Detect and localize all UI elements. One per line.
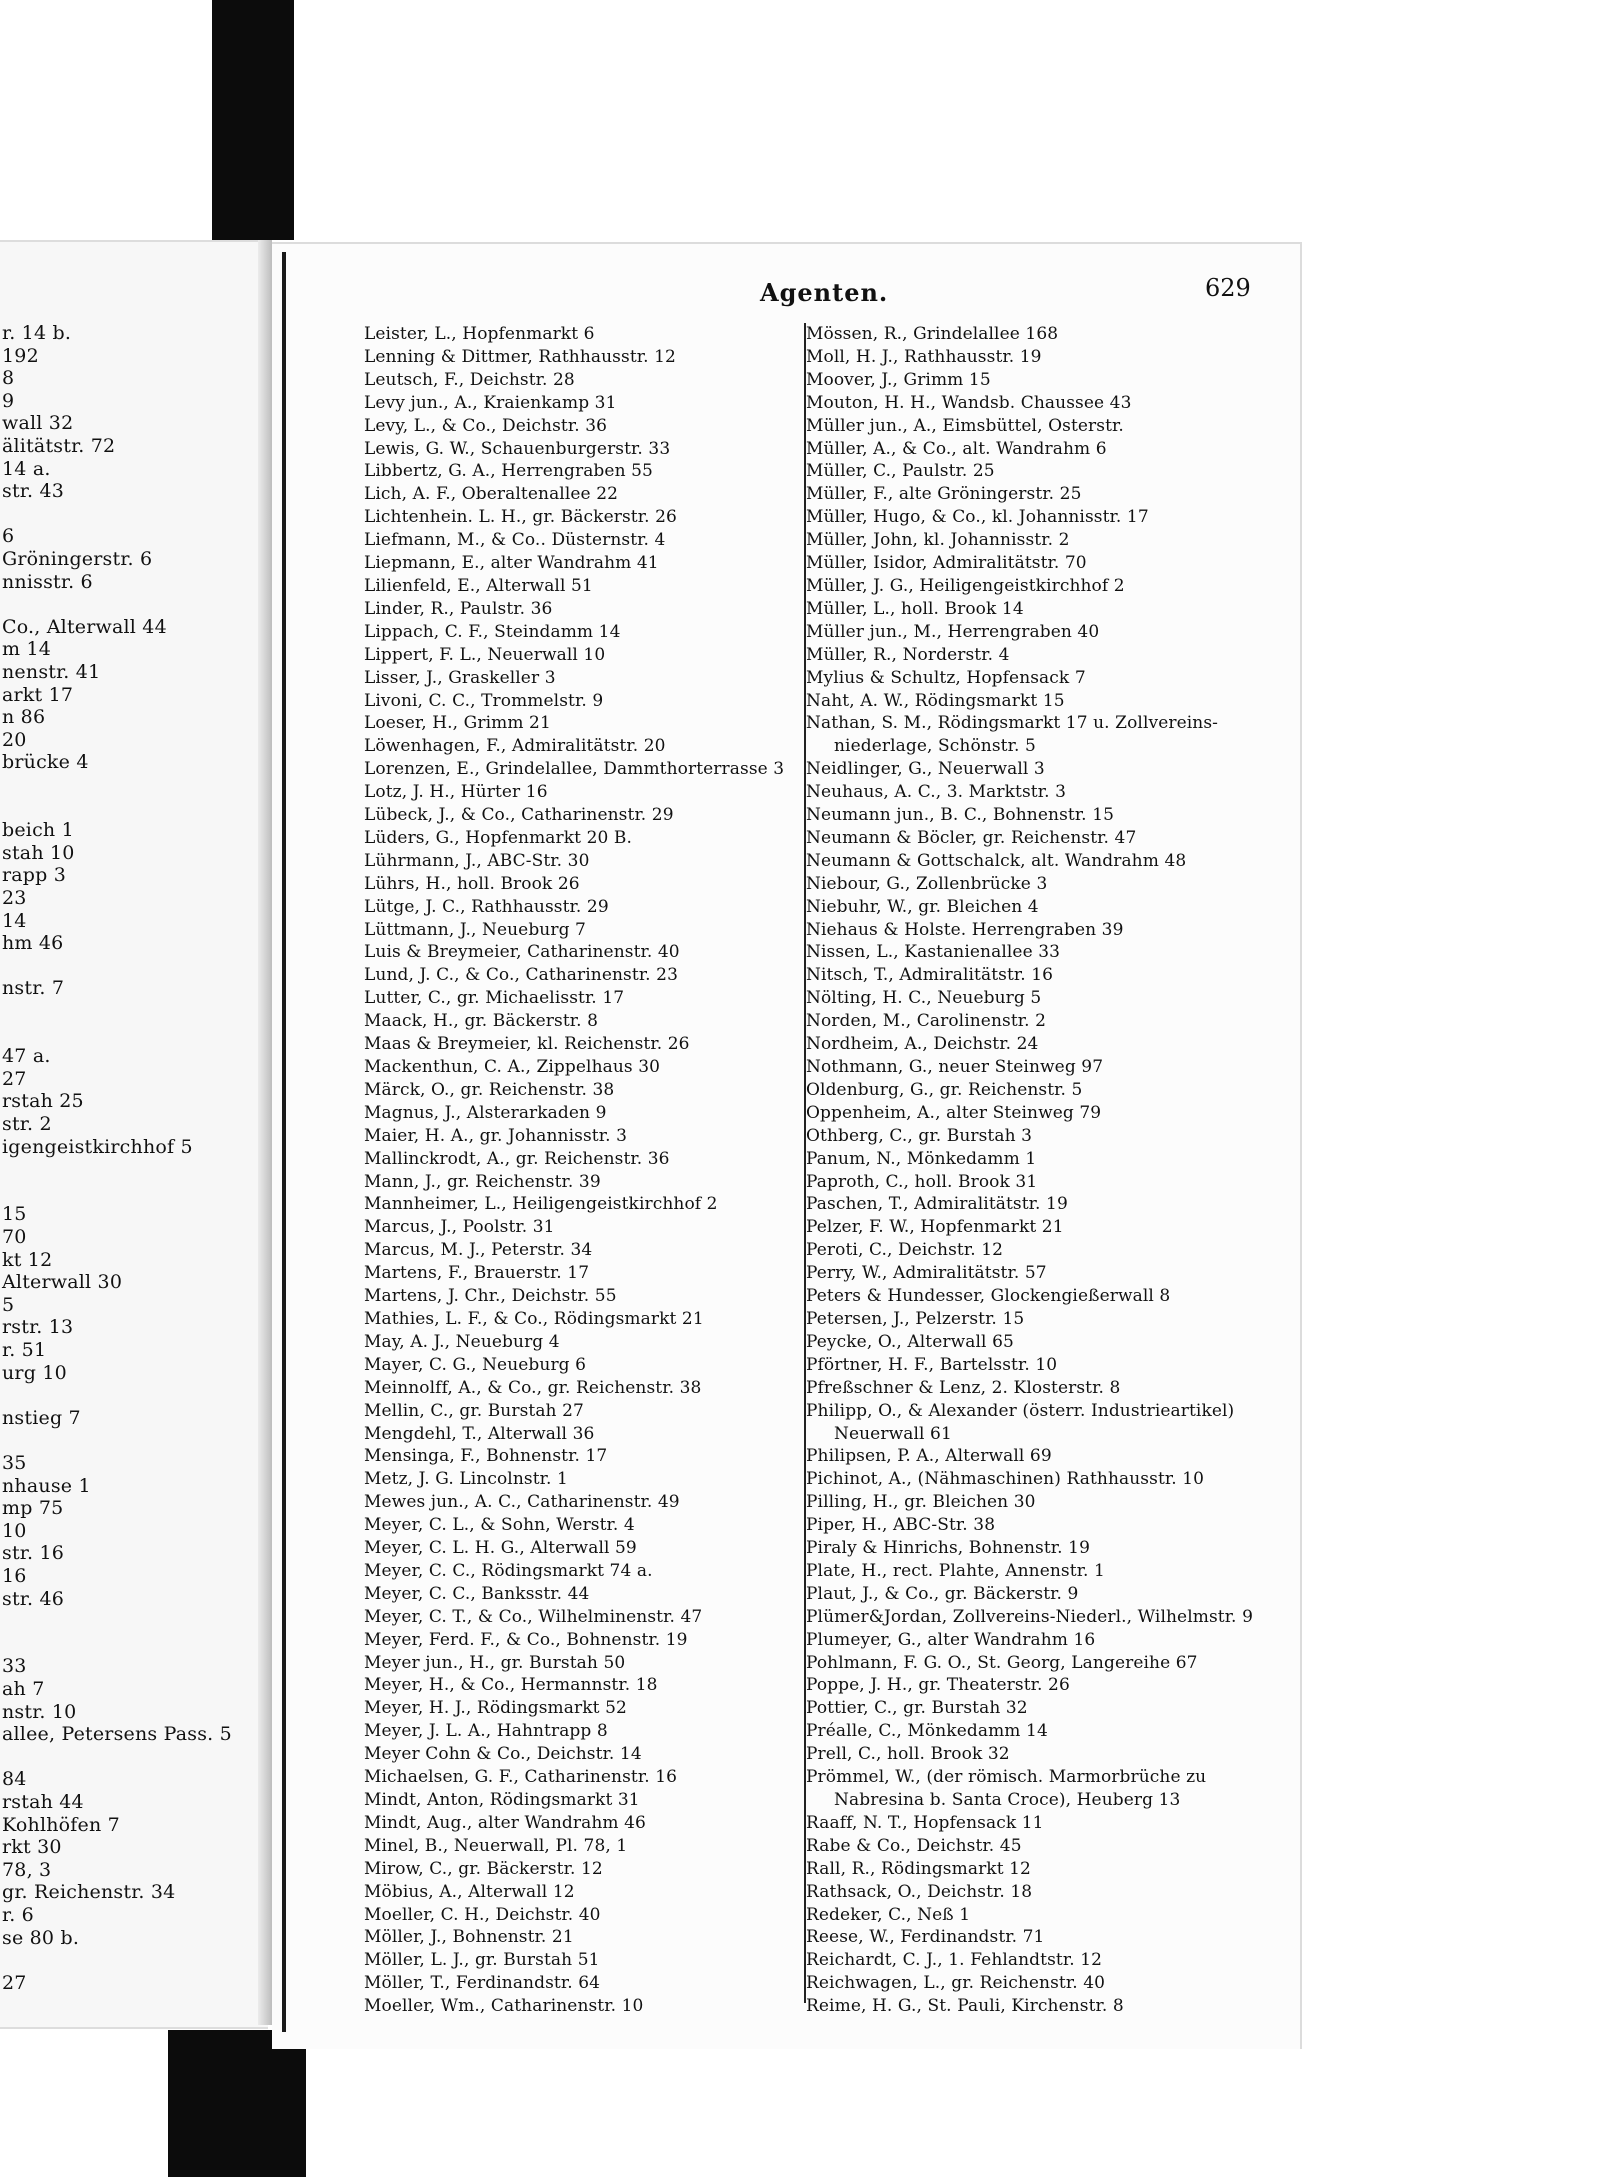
left-page-fragment: 15	[2, 1203, 27, 1226]
directory-entry: Lotz, J. H., Hürter 16	[364, 782, 548, 803]
directory-entry: Rabe & Co., Deichstr. 45	[806, 1835, 1022, 1856]
directory-entry: Reese, W., Ferdinandstr. 71	[806, 1927, 1045, 1948]
left-page-fragment: r. 14 b.	[2, 322, 72, 344]
directory-column-right	[806, 323, 1258, 2018]
left-page-fragment: beich 1	[2, 819, 74, 842]
directory-entry: Mayer, C. G., Neueburg 6	[364, 1354, 587, 1375]
directory-entry: Levy, L., & Co., Deichstr. 36	[364, 415, 608, 436]
directory-entry: Löwenhagen, F., Admiralitätstr. 20	[364, 736, 666, 757]
directory-entry: Pförtner, H. F., Bartelsstr. 10	[806, 1354, 1058, 1375]
directory-entry: Loeser, H., Grimm 21	[364, 713, 551, 734]
directory-entry: Meyer, C. C., Rödingsmarkt 74 a.	[364, 1560, 653, 1581]
directory-entry: Neumann & Böcler, gr. Reichenstr. 47	[806, 827, 1137, 848]
directory-entry: Mirow, C., gr. Bäckerstr. 12	[364, 1858, 603, 1879]
directory-entry: Maier, H. A., gr. Johannisstr. 3	[364, 1125, 628, 1146]
directory-entry: Niebuhr, W., gr. Bleichen 4	[806, 896, 1039, 917]
left-page-fragment: nstieg 7	[2, 1406, 81, 1429]
directory-entry: Levy jun., A., Kraienkamp 31	[364, 392, 617, 413]
directory-entry: Pfreßschner & Lenz, 2. Klosterstr. 8	[806, 1377, 1121, 1398]
directory-entry: Möller, J., Bohnenstr. 21	[364, 1927, 574, 1948]
directory-entry: Müller, J. G., Heiligengeistkirchhof 2	[806, 575, 1125, 596]
directory-entry-continuation: Nabresina b. Santa Croce), Heuberg 13	[834, 1790, 1181, 1810]
directory-entry: Müller, L., holl. Brook 14	[806, 598, 1024, 619]
directory-entry: Petersen, J., Pelzerstr. 15	[806, 1308, 1025, 1329]
directory-entry: Moeller, C. H., Deichstr. 40	[364, 1904, 601, 1925]
left-page-fragment: nstr. 7	[2, 977, 65, 1000]
left-page-fragment: 20	[2, 728, 27, 751]
directory-entry: Martens, J. Chr., Deichstr. 55	[364, 1286, 617, 1307]
page-number: 629	[1205, 274, 1251, 302]
left-facing-page	[0, 240, 268, 2029]
directory-entry: Prömmel, W., (der römisch. Marmorbrüche zu	[806, 1767, 1207, 1788]
directory-entry-continuation: Neuerwall 61	[834, 1423, 952, 1444]
directory-entry: Nordheim, A., Deichstr. 24	[806, 1034, 1039, 1055]
left-page-fragment: rstah 44	[2, 1791, 84, 1813]
directory-entry: Möller, L. J., gr. Burstah 51	[364, 1950, 600, 1971]
directory-entry: Raaff, N. T., Hopfensack 11	[806, 1812, 1044, 1833]
directory-entry: Mellin, C., gr. Burstah 27	[364, 1400, 584, 1421]
left-page-fragment: wall 32	[2, 412, 74, 435]
directory-entry: Redeker, C., Neß 1	[806, 1904, 971, 1925]
directory-entry: Neumann jun., B. C., Bohnenstr. 15	[806, 805, 1115, 826]
directory-entry: Neumann & Gottschalck, alt. Wandrahm 48	[806, 850, 1187, 871]
directory-entry: Leister, L., Hopfenmarkt 6	[364, 324, 595, 344]
directory-entry: Meyer, Ferd. F., & Co., Bohnenstr. 19	[364, 1629, 688, 1650]
directory-entry: Peters & Hundesser, Glockengießerwall 8	[806, 1286, 1171, 1307]
left-page-fragment: rstah 25	[2, 1090, 84, 1113]
directory-entry: Libbertz, G. A., Herrengraben 55	[364, 461, 653, 482]
directory-entry: Paschen, T., Admiralitätstr. 19	[806, 1194, 1068, 1215]
directory-entry: Reichardt, C. J., 1. Fehlandtstr. 12	[806, 1950, 1103, 1971]
left-page-fragment: älitätstr. 72	[2, 435, 116, 457]
scanner-strip-bottom	[168, 2030, 306, 2177]
left-page-fragment: nnisstr. 6	[2, 570, 93, 593]
left-page-fragment: 9	[2, 389, 15, 412]
directory-entry: Müller, A., & Co., alt. Wandrahm 6	[806, 438, 1107, 459]
directory-entry: Mann, J., gr. Reichenstr. 39	[364, 1171, 601, 1192]
left-page-fragment: r. 6	[2, 1904, 34, 1926]
directory-entry: Paproth, C., holl. Brook 31	[806, 1171, 1038, 1192]
left-page-fragment: 84	[2, 1768, 27, 1791]
directory-entry: Rathsack, O., Deichstr. 18	[806, 1881, 1033, 1902]
directory-entry: Neidlinger, G., Neuerwall 3	[806, 759, 1045, 780]
directory-entry: Müller, F., alte Gröningerstr. 25	[806, 484, 1082, 505]
left-page-fragment: rkt 30	[2, 1836, 62, 1859]
directory-entry: Mengdehl, T., Alterwall 36	[364, 1423, 595, 1444]
directory-entry: Lilienfeld, E., Alterwall 51	[364, 575, 593, 596]
directory-entry: Mathies, L. F., & Co., Rödingsmarkt 21	[364, 1308, 704, 1329]
directory-entry: Meyer Cohn & Co., Deichstr. 14	[364, 1744, 642, 1765]
left-page-fragment: 192	[2, 344, 39, 367]
directory-entry: Mackenthun, C. A., Zippelhaus 30	[364, 1057, 661, 1077]
directory-entry: Nothmann, G., neuer Steinweg 97	[806, 1057, 1104, 1077]
left-page-fragment: kt 12	[2, 1248, 53, 1271]
left-page-fragment: urg 10	[2, 1361, 67, 1384]
directory-column-left	[364, 323, 794, 2018]
left-page-fragment: 8	[2, 367, 15, 390]
directory-entry: Norden, M., Carolinenstr. 2	[806, 1011, 1047, 1032]
left-page-fragment: str. 46	[2, 1587, 65, 1610]
directory-entry: Meyer, J. L. A., Hahntrapp 8	[364, 1721, 608, 1742]
directory-entry: Panum, N., Mönkedamm 1	[806, 1148, 1037, 1169]
left-page-fragment: str. 2	[2, 1113, 52, 1135]
directory-entry: Préalle, C., Mönkedamm 14	[806, 1721, 1048, 1742]
directory-entry: Meinnolff, A., & Co., gr. Reichenstr. 38	[364, 1377, 702, 1398]
left-page-fragment: str. 16	[2, 1542, 65, 1565]
directory-entry: Plümer&Jordan, Zollvereins-Niederl., Wilhelmstr. 9	[806, 1606, 1253, 1627]
directory-entry: May, A. J., Neueburg 4	[364, 1331, 560, 1352]
directory-entry: Müller, R., Norderstr. 4	[806, 644, 1010, 665]
directory-entry: Maack, H., gr. Bäckerstr. 8	[364, 1011, 599, 1032]
directory-entry: Plate, H., rect. Plahte, Annenstr. 1	[806, 1560, 1105, 1581]
directory-entry: Marcus, J., Poolstr. 31	[364, 1217, 555, 1238]
directory-entry: Lührs, H., holl. Brook 26	[364, 873, 580, 894]
left-page-fragment: gr. Reichenstr. 34	[2, 1881, 176, 1904]
directory-entry: Plumeyer, G., alter Wandrahm 16	[806, 1629, 1096, 1650]
directory-entry: Pelzer, F. W., Hopfenmarkt 21	[806, 1217, 1064, 1238]
directory-entry: Müller, Hugo, & Co., kl. Johannisstr. 17	[806, 507, 1149, 528]
left-page-fragment: 6	[2, 525, 15, 548]
directory-entry: Reime, H. G., St. Pauli, Kirchenstr. 8	[806, 1996, 1124, 2017]
directory-entry: Pottier, C., gr. Burstah 32	[806, 1698, 1028, 1719]
left-page-fragment: 5	[2, 1293, 15, 1316]
directory-entry: Perry, W., Admiralitätstr. 57	[806, 1263, 1047, 1284]
directory-entry: Plaut, J., & Co., gr. Bäckerstr. 9	[806, 1583, 1079, 1604]
left-page-fragment: 27	[2, 1067, 27, 1090]
left-page-fragment: arkt 17	[2, 683, 74, 706]
directory-entry: Meyer, H., & Co., Hermannstr. 18	[364, 1675, 658, 1696]
left-page-fragment: 35	[2, 1452, 27, 1474]
left-page-fragment: nenstr. 41	[2, 661, 101, 683]
left-page-fragment: 10	[2, 1519, 27, 1542]
directory-entry: Oppenheim, A., alter Steinweg 79	[806, 1102, 1102, 1123]
left-page-fragment: Co., Alterwall 44	[2, 615, 167, 638]
left-page-fragment: mp 75	[2, 1497, 64, 1520]
scanner-strip-top	[212, 0, 294, 240]
directory-entry: Lewis, G. W., Schauenburgerstr. 33	[364, 438, 671, 459]
directory-entry: Oldenburg, G., gr. Reichenstr. 5	[806, 1079, 1083, 1100]
directory-entry: Lübeck, J., & Co., Catharinenstr. 29	[364, 805, 674, 826]
directory-entry: Niehaus & Holste. Herrengraben 39	[806, 919, 1124, 940]
directory-entry: Philipp, O., & Alexander (österr. Industrieartikel)	[806, 1400, 1235, 1421]
directory-entry: Mindt, Aug., alter Wandrahm 46	[364, 1812, 646, 1833]
directory-entry: Meyer, C. C., Banksstr. 44	[364, 1583, 590, 1604]
directory-entry: Maas & Breymeier, kl. Reichenstr. 26	[364, 1034, 690, 1055]
directory-entry: Moll, H. J., Rathhausstr. 19	[806, 346, 1042, 367]
left-page-fragment: ah 7	[2, 1678, 45, 1700]
directory-entry: Müller, Isidor, Admiralitätstr. 70	[806, 553, 1087, 574]
directory-entry: Lisser, J., Graskeller 3	[364, 667, 556, 688]
directory-entry: Mindt, Anton, Rödingsmarkt 31	[364, 1790, 640, 1810]
directory-entry: Peroti, C., Deichstr. 12	[806, 1240, 1004, 1261]
book-spine	[258, 240, 272, 2025]
left-page-fragment: brücke 4	[2, 751, 89, 774]
directory-entry: Meyer, C. T., & Co., Wilhelminenstr. 47	[364, 1606, 703, 1627]
left-page-fragment: rstr. 13	[2, 1316, 74, 1339]
directory-entry: Lorenzen, E., Grindelallee, Dammthorterrasse 3	[364, 759, 785, 780]
left-page-fragment: 47 a.	[2, 1045, 51, 1068]
directory-entry: Lippach, C. F., Steindamm 14	[364, 621, 621, 642]
directory-entry: Moeller, Wm., Catharinenstr. 10	[364, 1996, 644, 2017]
directory-entry: Lich, A. F., Oberaltenallee 22	[364, 484, 619, 505]
directory-entry: Lütge, J. C., Rathhausstr. 29	[364, 896, 609, 917]
directory-entry: Mouton, H. H., Wandsb. Chaussee 43	[806, 392, 1132, 413]
directory-entry: Moover, J., Grimm 15	[806, 369, 991, 390]
directory-entry: Möller, T., Ferdinandstr. 64	[364, 1973, 601, 1994]
directory-entry: Poppe, J. H., gr. Theaterstr. 26	[806, 1675, 1070, 1696]
directory-entry: Mallinckrodt, A., gr. Reichenstr. 36	[364, 1148, 670, 1169]
directory-entry: Nathan, S. M., Rödingsmarkt 17 u. Zollvereins-	[806, 713, 1218, 734]
left-page-fragment: 14 a.	[2, 457, 51, 480]
directory-entry: Lüders, G., Hopfenmarkt 20 B.	[364, 827, 633, 848]
directory-entry: Nissen, L., Kastanienallee 33	[806, 942, 1061, 963]
directory-entry: Müller, C., Paulstr. 25	[806, 461, 995, 482]
directory-entry: Lüttmann, J., Neueburg 7	[364, 919, 586, 940]
left-page-fragment: str. 43	[2, 480, 65, 503]
directory-entry: Nitsch, T., Admiralitätstr. 16	[806, 965, 1054, 986]
left-page-fragment: allee, Petersens Pass. 5	[2, 1723, 232, 1746]
directory-entry: Peycke, O., Alterwall 65	[806, 1331, 1014, 1352]
directory-entry: Reichwagen, L., gr. Reichenstr. 40	[806, 1973, 1106, 1994]
directory-entry: Liefmann, M., & Co.. Düsternstr. 4	[364, 530, 666, 551]
left-page-fragment: hm 46	[2, 932, 64, 955]
directory-entry: Pohlmann, F. G. O., St. Georg, Langereihe 67	[806, 1652, 1198, 1673]
left-page-fragment: 27	[2, 1971, 27, 1994]
left-page-fragment: m 14	[2, 638, 52, 661]
left-page-fragment: stah 10	[2, 841, 75, 864]
left-page-fragment: 14	[2, 909, 27, 932]
left-page-fragment: nhause 1	[2, 1474, 91, 1497]
left-page-fragment: se 80 b.	[2, 1926, 80, 1949]
directory-entry: Lutter, C., gr. Michaelisstr. 17	[364, 988, 625, 1009]
left-page-fragment: Kohlhöfen 7	[2, 1813, 120, 1836]
left-page-fragment: n 86	[2, 706, 46, 729]
left-page-fragment: 23	[2, 887, 27, 909]
page-gutter	[282, 252, 286, 2032]
directory-entry: Liepmann, E., alter Wandrahm 41	[364, 553, 659, 574]
directory-entry: Metz, J. G. Lincolnstr. 1	[364, 1469, 568, 1490]
directory-entry: Livoni, C. C., Trommelstr. 9	[364, 690, 604, 711]
directory-entry: Piraly & Hinrichs, Bohnenstr. 19	[806, 1538, 1090, 1559]
directory-entry: Meyer, C. L., & Sohn, Werstr. 4	[364, 1515, 635, 1536]
left-page-fragment: Gröningerstr. 6	[2, 548, 153, 570]
directory-entry: Müller jun., M., Herrengraben 40	[806, 621, 1100, 642]
directory-entry: Mannheimer, L., Heiligengeistkirchhof 2	[364, 1194, 718, 1215]
directory-entry: Lichtenhein. L. H., gr. Bäckerstr. 26	[364, 507, 677, 528]
directory-entry: Leutsch, F., Deichstr. 28	[364, 369, 575, 390]
directory-entry: Märck, O., gr. Reichenstr. 38	[364, 1079, 615, 1100]
directory-entry: Prell, C., holl. Brook 32	[806, 1744, 1010, 1765]
directory-entry: Meyer, H. J., Rödingsmarkt 52	[364, 1698, 627, 1719]
directory-entry: Pilling, H., gr. Bleichen 30	[806, 1492, 1036, 1513]
directory-entry: Müller jun., A., Eimsbüttel, Osterstr.	[806, 415, 1124, 436]
directory-entry: Lippert, F. L., Neuerwall 10	[364, 644, 606, 665]
directory-entry-continuation: niederlage, Schönstr. 5	[834, 736, 1036, 757]
left-page-fragment: r. 51	[2, 1339, 47, 1361]
directory-entry: Lund, J. C., & Co., Catharinenstr. 23	[364, 965, 679, 986]
directory-entry: Mössen, R., Grindelallee 168	[806, 324, 1059, 344]
directory-entry: Mensinga, F., Bohnenstr. 17	[364, 1446, 608, 1467]
left-page-fragment: 16	[2, 1565, 27, 1587]
directory-entry: Müller, John, kl. Johannisstr. 2	[806, 530, 1070, 551]
directory-entry: Minel, B., Neuerwall, Pl. 78, 1	[364, 1835, 628, 1856]
directory-entry: Pichinot, A., (Nähmaschinen) Rathhausstr. 10	[806, 1469, 1205, 1490]
directory-entry: Neuhaus, A. C., 3. Marktstr. 3	[806, 782, 1067, 803]
left-page-fragment: rapp 3	[2, 864, 67, 887]
directory-entry: Michaelsen, G. F., Catharinenstr. 16	[364, 1767, 678, 1788]
directory-entry: Rall, R., Rödingsmarkt 12	[806, 1858, 1031, 1879]
left-page-fragment: igengeistkirchhof 5	[2, 1135, 193, 1158]
directory-entry: Luis & Breymeier, Catharinenstr. 40	[364, 942, 680, 963]
directory-entry: Martens, F., Brauerstr. 17	[364, 1263, 590, 1284]
directory-entry: Linder, R., Paulstr. 36	[364, 598, 553, 619]
directory-entry: Möbius, A., Alterwall 12	[364, 1881, 575, 1902]
directory-entry: Lührmann, J., ABC-Str. 30	[364, 850, 590, 871]
directory-entry: Meyer jun., H., gr. Burstah 50	[364, 1652, 626, 1673]
left-page-fragment: nstr. 10	[2, 1700, 77, 1723]
directory-entry: Naht, A. W., Rödingsmarkt 15	[806, 690, 1065, 711]
directory-entry: Mewes jun., A. C., Catharinenstr. 49	[364, 1492, 680, 1513]
left-page-fragment: 33	[2, 1655, 27, 1678]
page-title: Agenten.	[760, 278, 889, 307]
left-page-fragment: Alterwall 30	[2, 1271, 123, 1294]
left-page-fragment: 70	[2, 1226, 27, 1248]
directory-entry: Meyer, C. L. H. G., Alterwall 59	[364, 1538, 637, 1559]
directory-entry: Piper, H., ABC-Str. 38	[806, 1515, 996, 1536]
directory-entry: Mylius & Schultz, Hopfensack 7	[806, 667, 1086, 688]
left-page-fragment: 78, 3	[2, 1858, 52, 1881]
directory-entry: Nölting, H. C., Neueburg 5	[806, 988, 1042, 1009]
directory-entry: Philipsen, P. A., Alterwall 69	[806, 1446, 1052, 1467]
directory-entry: Magnus, J., Alsterarkaden 9	[364, 1102, 607, 1123]
directory-entry: Marcus, M. J., Peterstr. 34	[364, 1240, 593, 1261]
directory-entry: Niebour, G., Zollenbrücke 3	[806, 873, 1048, 894]
directory-entry: Lenning & Dittmer, Rathhausstr. 12	[364, 346, 676, 367]
directory-entry: Othberg, C., gr. Burstah 3	[806, 1125, 1033, 1146]
